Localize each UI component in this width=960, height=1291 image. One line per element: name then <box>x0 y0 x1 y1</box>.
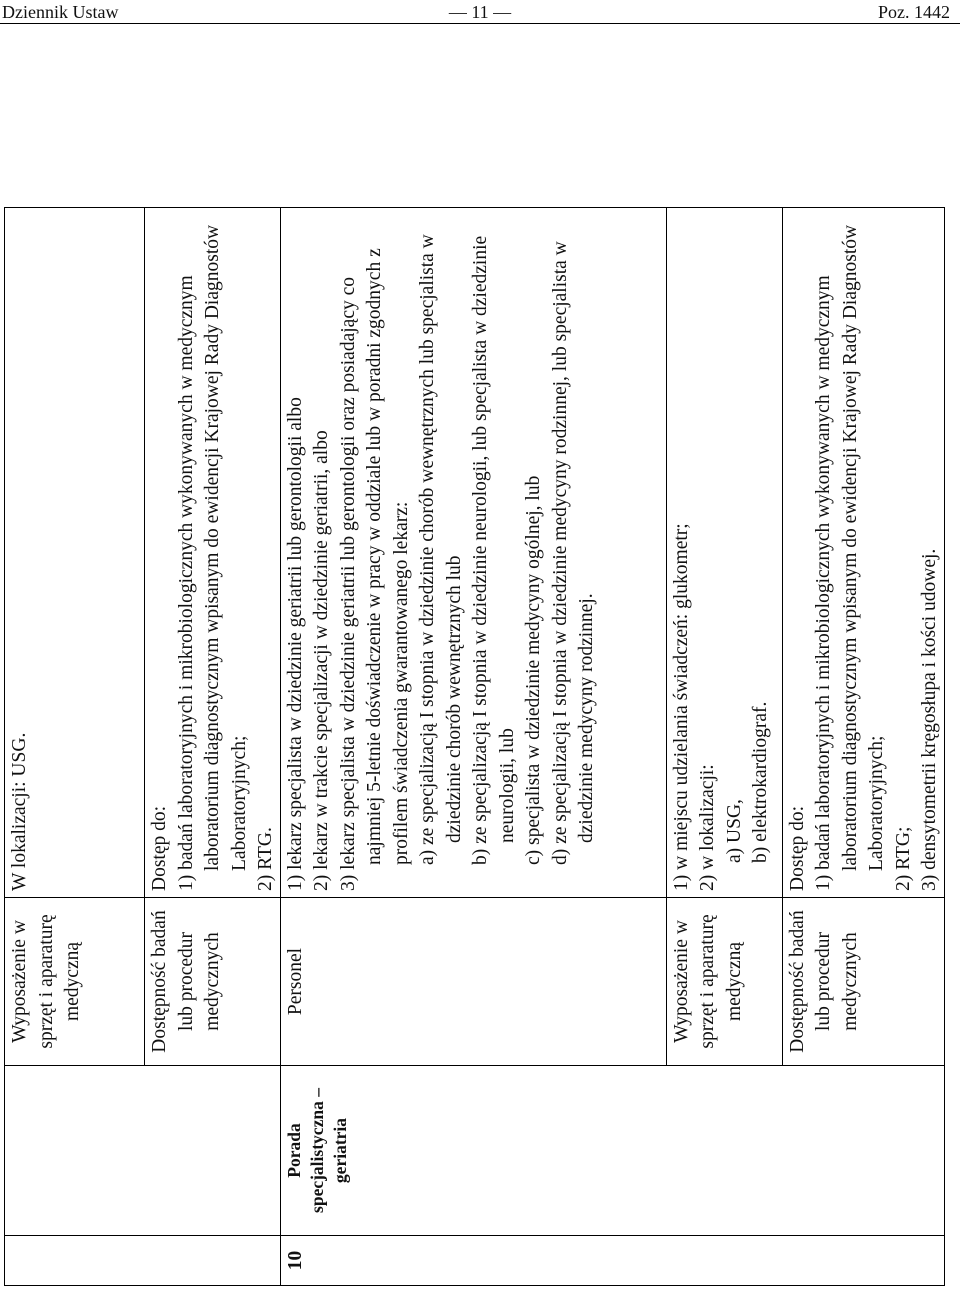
service-table <box>4 207 945 1286</box>
equipment-value <box>666 208 782 898</box>
equipment-label: Wyposażenie w sprzęt i aparaturę medyczną <box>666 898 782 1066</box>
access-item: 3) densytometrii kręgosłupa i kości udowej. <box>919 548 940 891</box>
equipment-item: 2) w lokalizacji: <box>697 764 718 891</box>
blank-cell <box>5 1236 281 1286</box>
access-item: 2) RTG. <box>255 827 276 891</box>
staff-item: 1) lekarz specjalista w dziedzinie geriatrii lub gerontologii albo <box>284 397 306 891</box>
rotated-table-frame <box>4 208 940 1286</box>
row-number: 10 <box>280 1236 944 1286</box>
access-label: Dostępność badań lub procedur medycznych <box>782 898 944 1066</box>
equipment-subitem: a) USG, <box>723 799 745 863</box>
access-item: 1) badań laboratoryjnych i mikrobiologicznych wykonywanych w medycznym laboratorium diagnostycznym wpisanym do ewidencji Krajowej Rady Diagnostów Laboratoryjnych; <box>175 224 250 891</box>
access-item: 2) RTG; <box>892 826 914 891</box>
blank-cell <box>5 1066 281 1236</box>
table-row <box>5 208 145 1286</box>
staff-subitem: d) ze specjalizacją I stopnia w dziedzinie medycyny rodzinnej, lub specjalista w dziedzinie medycyny rodzinnej. <box>549 241 597 865</box>
staff-value <box>280 208 666 898</box>
staff-subitem: a) ze specjalizacją I stopnia w dziedzinie chorób wewnętrznych lub specjalista w dziedzinie chorób wewnętrznych lub <box>417 234 465 865</box>
staff-item: 3) lekarz specjalista w dziedzinie geriatrii lub gerontologii oraz posiadający co najmniej 5-letnie doświadczenie w pracy w oddziale lub w poradni zgodnych z profilem świadczenia gwarantowanego lekarz: <box>337 248 412 891</box>
journal-title: Dziennik Ustaw <box>2 2 119 22</box>
access-intro: Dostęp do: <box>149 805 170 891</box>
staff-subitem: c) specjalista w dziedzinie medycyny ogólnej, lub <box>523 475 544 865</box>
equipment-value: W lokalizacji: USG. <box>5 208 145 898</box>
access-label: Dostępność badań lub procedur medycznych <box>145 898 281 1066</box>
staff-subitem: b) ze specjalizacją I stopnia w dziedzinie neurologii, lub specjalista w dziedzinie neurologii, lub <box>470 235 518 865</box>
access-intro: Dostęp do: <box>786 805 808 891</box>
access-value <box>782 208 944 898</box>
equipment-subitem: b) elektrokardiograf. <box>750 701 771 863</box>
service-name: Porada specjalistyczna – geriatria <box>280 1066 944 1236</box>
header-rule <box>0 23 960 24</box>
access-item: 1) badań laboratoryjnych i mikrobiologicznych wykonywanych w medycznym laboratorium diagnostycznym wpisanym do ewidencji Krajowej Rady Diagnostów Laboratoryjnych; <box>813 224 887 891</box>
position-number: Poz. 1442 <box>878 2 950 22</box>
equipment-label: Wyposażenie w sprzęt i aparaturę medyczną <box>5 898 145 1066</box>
staff-label: Personel <box>280 898 666 1066</box>
table-row <box>280 208 666 1286</box>
staff-item: 2) lekarz w trakcie specjalizacji w dziedzinie geriatrii, albo <box>311 430 332 891</box>
access-value <box>145 208 281 898</box>
page-number: — 11 — <box>448 2 512 22</box>
rotated-table-area <box>4 208 940 1286</box>
equipment-item: 1) w miejscu udzielania świadczeń: glukometr; <box>670 523 692 891</box>
